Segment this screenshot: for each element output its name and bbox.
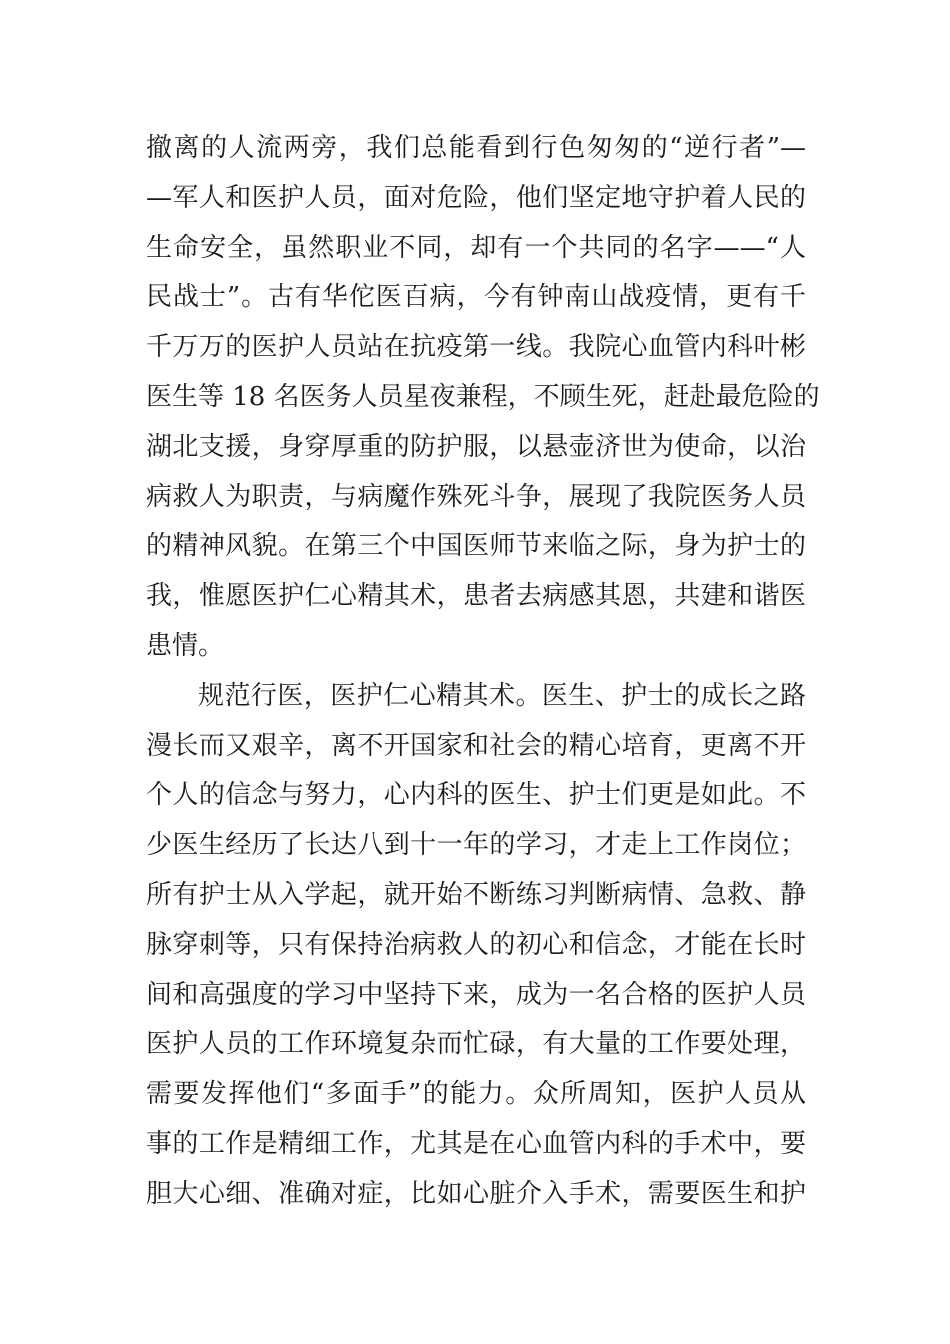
text-line-3: 生命安全，虽然职业不同，却有一个共同的名字——“人 bbox=[146, 232, 806, 263]
text-line-21: 事的工作是精细工作，尤其是在心血管内科的手术中，要 bbox=[146, 1128, 806, 1159]
text-line-12: 规范行医，医护仁心精其术。医生、护士的成长之路 bbox=[198, 680, 806, 711]
text-line-2: —军人和医护人员，面对危险，他们坚定地守护着人民的 bbox=[146, 182, 806, 213]
text-line-1: 撤离的人流两旁，我们总能看到行色匆匆的“逆行者”— bbox=[146, 133, 806, 163]
text-line-7: 湖北支援，身穿厚重的防护服，以悬壶济世为使命，以治 bbox=[146, 431, 806, 462]
document-body bbox=[146, 124, 820, 1220]
text-line-16: 所有护士从入学起，就开始不断练习判断病情、急救、静 bbox=[146, 879, 806, 910]
text-line-19: 医护人员的工作环境复杂而忙碌，有大量的工作要处理， bbox=[146, 1029, 806, 1060]
text-line-10: 我，惟愿医护仁心精其术，患者去病感其恩，共建和谐医 bbox=[146, 581, 806, 612]
text-line-5: 千万万的医护人员站在抗疫第一线。我院心血管内科叶彬 bbox=[146, 332, 806, 363]
text-line-11: 患情。 bbox=[146, 630, 225, 661]
text-line-6: 医生等 18 名医务人员星夜兼程，不顾生死，赶赴最危险的 bbox=[146, 381, 820, 412]
text-line-15: 少医生经历了长达八到十一年的学习，才走上工作岗位； bbox=[146, 830, 806, 861]
text-line-13: 漫长而又艰辛，离不开国家和社会的精心培育，更离不开 bbox=[146, 730, 806, 761]
text-line-18: 间和高强度的学习中坚持下来，成为一名合格的医护人员 bbox=[146, 979, 806, 1010]
text-line-20: 需要发挥他们“多面手”的能力。众所周知，医护人员从 bbox=[146, 1079, 806, 1110]
text-line-9: 的精神风貌。在第三个中国医师节来临之际，身为护士的 bbox=[146, 531, 806, 562]
text-line-14: 个人的信念与努力，心内科的医生、护士们更是如此。不 bbox=[146, 780, 806, 811]
text-line-22: 胆大心细、准确对症，比如心脏介入手术，需要医生和护 bbox=[146, 1178, 806, 1209]
text-line-4: 民战士”。古有华佗医百病，今有钟南山战疫情，更有千 bbox=[146, 282, 806, 313]
text-line-8: 病救人为职责，与病魔作殊死斗争，展现了我院医务人员 bbox=[146, 481, 806, 512]
text-line-17: 脉穿刺等，只有保持治病救人的初心和信念，才能在长时 bbox=[146, 929, 806, 960]
